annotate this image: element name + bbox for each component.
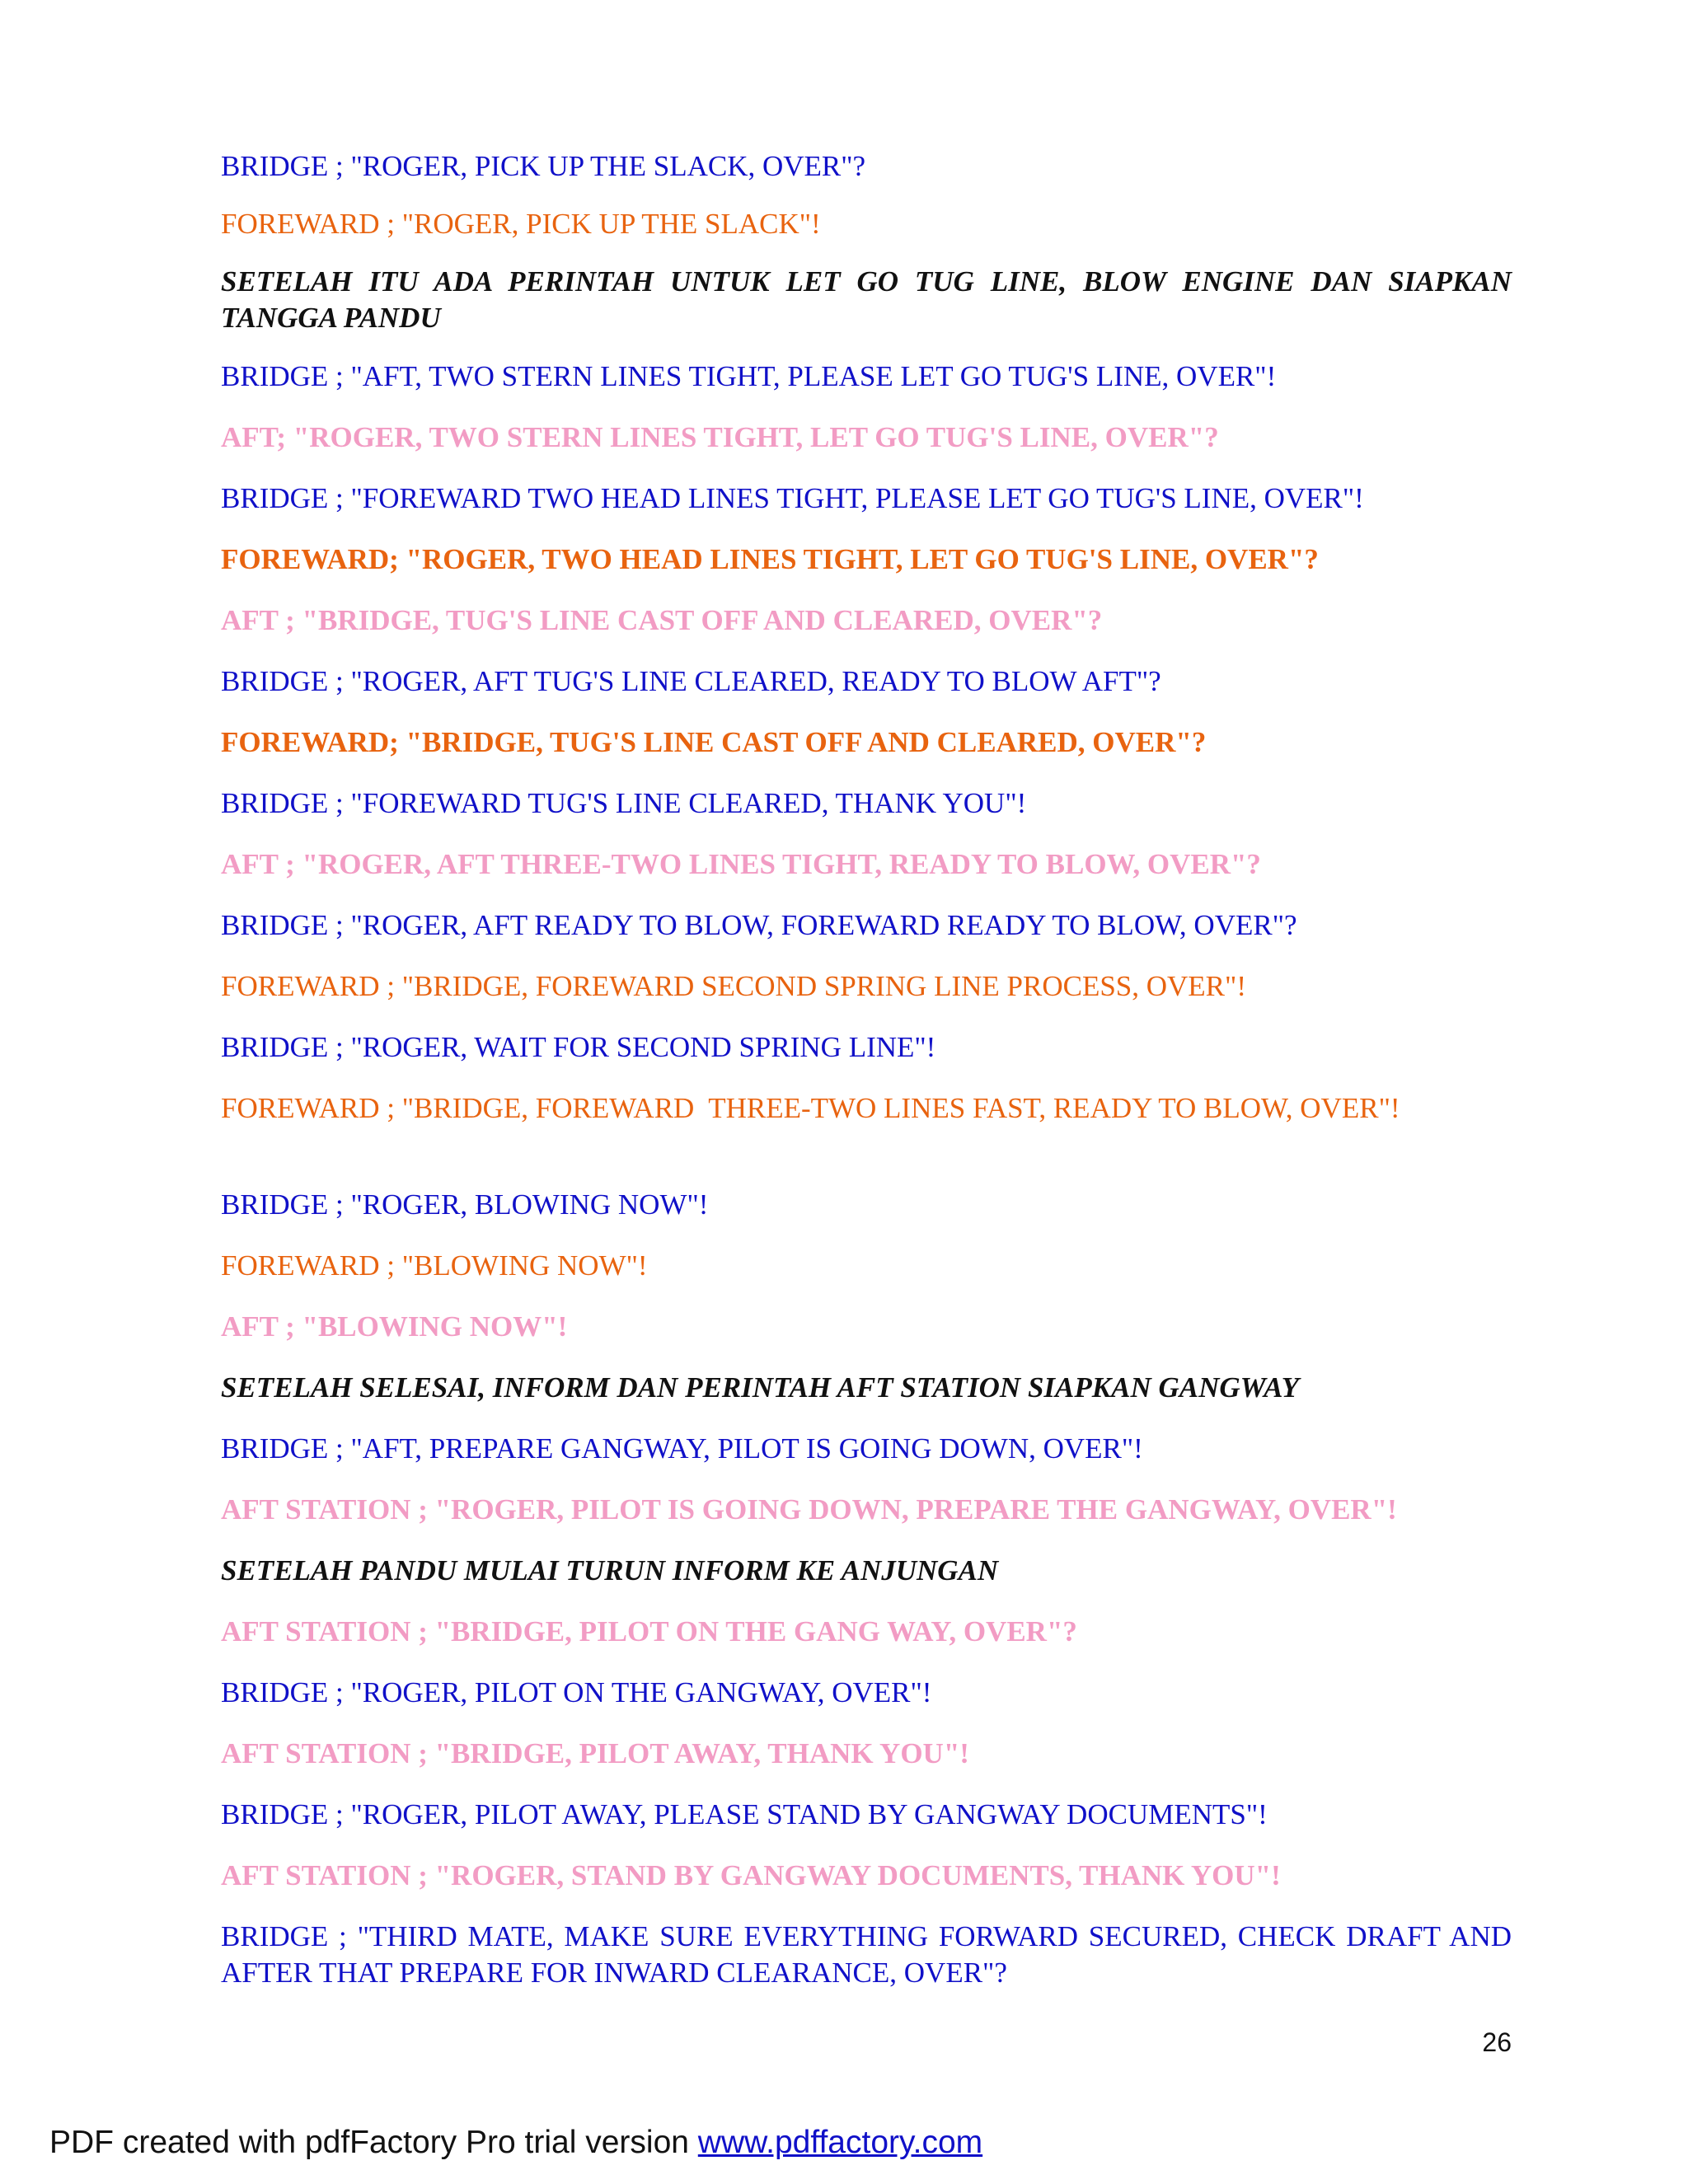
- dialogue-line-bridge: BRIDGE ; "ROGER, PILOT AWAY, PLEASE STAND BY GANGWAY DOCUMENTS"!: [221, 1798, 1268, 1830]
- dialogue-line-bridge: BRIDGE ; "ROGER, AFT TUG'S LINE CLEARED, READY TO BLOW AFT"?: [221, 665, 1161, 697]
- dialogue-line-aft: AFT ; "ROGER, AFT THREE-TWO LINES TIGHT, READY TO BLOW, OVER"?: [221, 848, 1261, 880]
- dialogue-line-bridge: BRIDGE ; "THIRD MATE, MAKE SURE EVERYTHING FORWARD SECURED, CHECK DRAFT AND AFTER THAT PREPARE FOR INWARD CLEARANCE, OVER"?: [221, 1920, 1512, 1989]
- instruction-line: SETELAH ITU ADA PERINTAH UNTUK LET GO TUG LINE, BLOW ENGINE DAN SIAPKAN TANGGA PANDU: [221, 265, 1512, 334]
- dialogue-line-foreward: FOREWARD ; "ROGER, PICK UP THE SLACK"!: [221, 208, 821, 240]
- footer-link[interactable]: www.pdffactory.com: [697, 2125, 983, 2160]
- dialogue-line-aft: AFT; "ROGER, TWO STERN LINES TIGHT, LET GO TUG'S LINE, OVER"?: [221, 421, 1219, 453]
- dialogue-line-foreward: FOREWARD; "BRIDGE, TUG'S LINE CAST OFF AND CLEARED, OVER"?: [221, 726, 1207, 758]
- dialogue-line-foreward: FOREWARD ; "BRIDGE, FOREWARD THREE-TWO LINES FAST, READY TO BLOW, OVER"!: [221, 1092, 1400, 1124]
- dialogue-line-bridge: BRIDGE ; "ROGER, PICK UP THE SLACK, OVER"?: [221, 150, 866, 182]
- dialogue-line-aft-station: AFT STATION ; "ROGER, PILOT IS GOING DOWN, PREPARE THE GANGWAY, OVER"!: [221, 1493, 1397, 1526]
- dialogue-line-bridge: BRIDGE ; "FOREWARD TUG'S LINE CLEARED, THANK YOU"!: [221, 787, 1027, 819]
- dialogue-line-foreward: FOREWARD ; "BRIDGE, FOREWARD SECOND SPRING LINE PROCESS, OVER"!: [221, 970, 1246, 1002]
- dialogue-line-aft-station: AFT STATION ; "BRIDGE, PILOT ON THE GANG WAY, OVER"?: [221, 1615, 1077, 1647]
- dialogue-line-aft-station: AFT STATION ; "BRIDGE, PILOT AWAY, THANK YOU"!: [221, 1737, 969, 1769]
- dialogue-line-bridge: BRIDGE ; "ROGER, WAIT FOR SECOND SPRING LINE"!: [221, 1031, 936, 1063]
- dialogue-line-aft: AFT ; "BRIDGE, TUG'S LINE CAST OFF AND CLEARED, OVER"?: [221, 604, 1103, 636]
- dialogue-line-bridge: BRIDGE ; "ROGER, PILOT ON THE GANGWAY, OVER"!: [221, 1676, 932, 1708]
- dialogue-line-bridge: BRIDGE ; "AFT, PREPARE GANGWAY, PILOT IS GOING DOWN, OVER"!: [221, 1432, 1143, 1465]
- dialogue-line-bridge: BRIDGE ; "ROGER, AFT READY TO BLOW, FOREWARD READY TO BLOW, OVER"?: [221, 909, 1297, 941]
- footer-text: PDF created with pdfFactory Pro trial version: [49, 2125, 698, 2160]
- page-number: 26: [1482, 2027, 1512, 2057]
- dialogue-line-aft-station: AFT STATION ; "ROGER, STAND BY GANGWAY DOCUMENTS, THANK YOU"!: [221, 1859, 1281, 1891]
- dialogue-line-aft: AFT ; "BLOWING NOW"!: [221, 1310, 568, 1343]
- dialogue-line-bridge: BRIDGE ; "FOREWARD TWO HEAD LINES TIGHT, PLEASE LET GO TUG'S LINE, OVER"!: [221, 482, 1364, 514]
- instruction-line: SETELAH SELESAI, INFORM DAN PERINTAH AFT STATION SIAPKAN GANGWAY: [221, 1371, 1299, 1404]
- instruction-line: SETELAH PANDU MULAI TURUN INFORM KE ANJUNGAN: [221, 1554, 999, 1586]
- dialogue-line-foreward: FOREWARD; "ROGER, TWO HEAD LINES TIGHT, LET GO TUG'S LINE, OVER"?: [221, 543, 1319, 575]
- dialogue-line-foreward: FOREWARD ; "BLOWING NOW"!: [221, 1249, 648, 1282]
- dialogue-line-bridge: BRIDGE ; "ROGER, BLOWING NOW"!: [221, 1188, 709, 1221]
- dialogue-line-bridge: BRIDGE ; "AFT, TWO STERN LINES TIGHT, PLEASE LET GO TUG'S LINE, OVER"!: [221, 360, 1277, 392]
- pdf-footer: [49, 2125, 982, 2161]
